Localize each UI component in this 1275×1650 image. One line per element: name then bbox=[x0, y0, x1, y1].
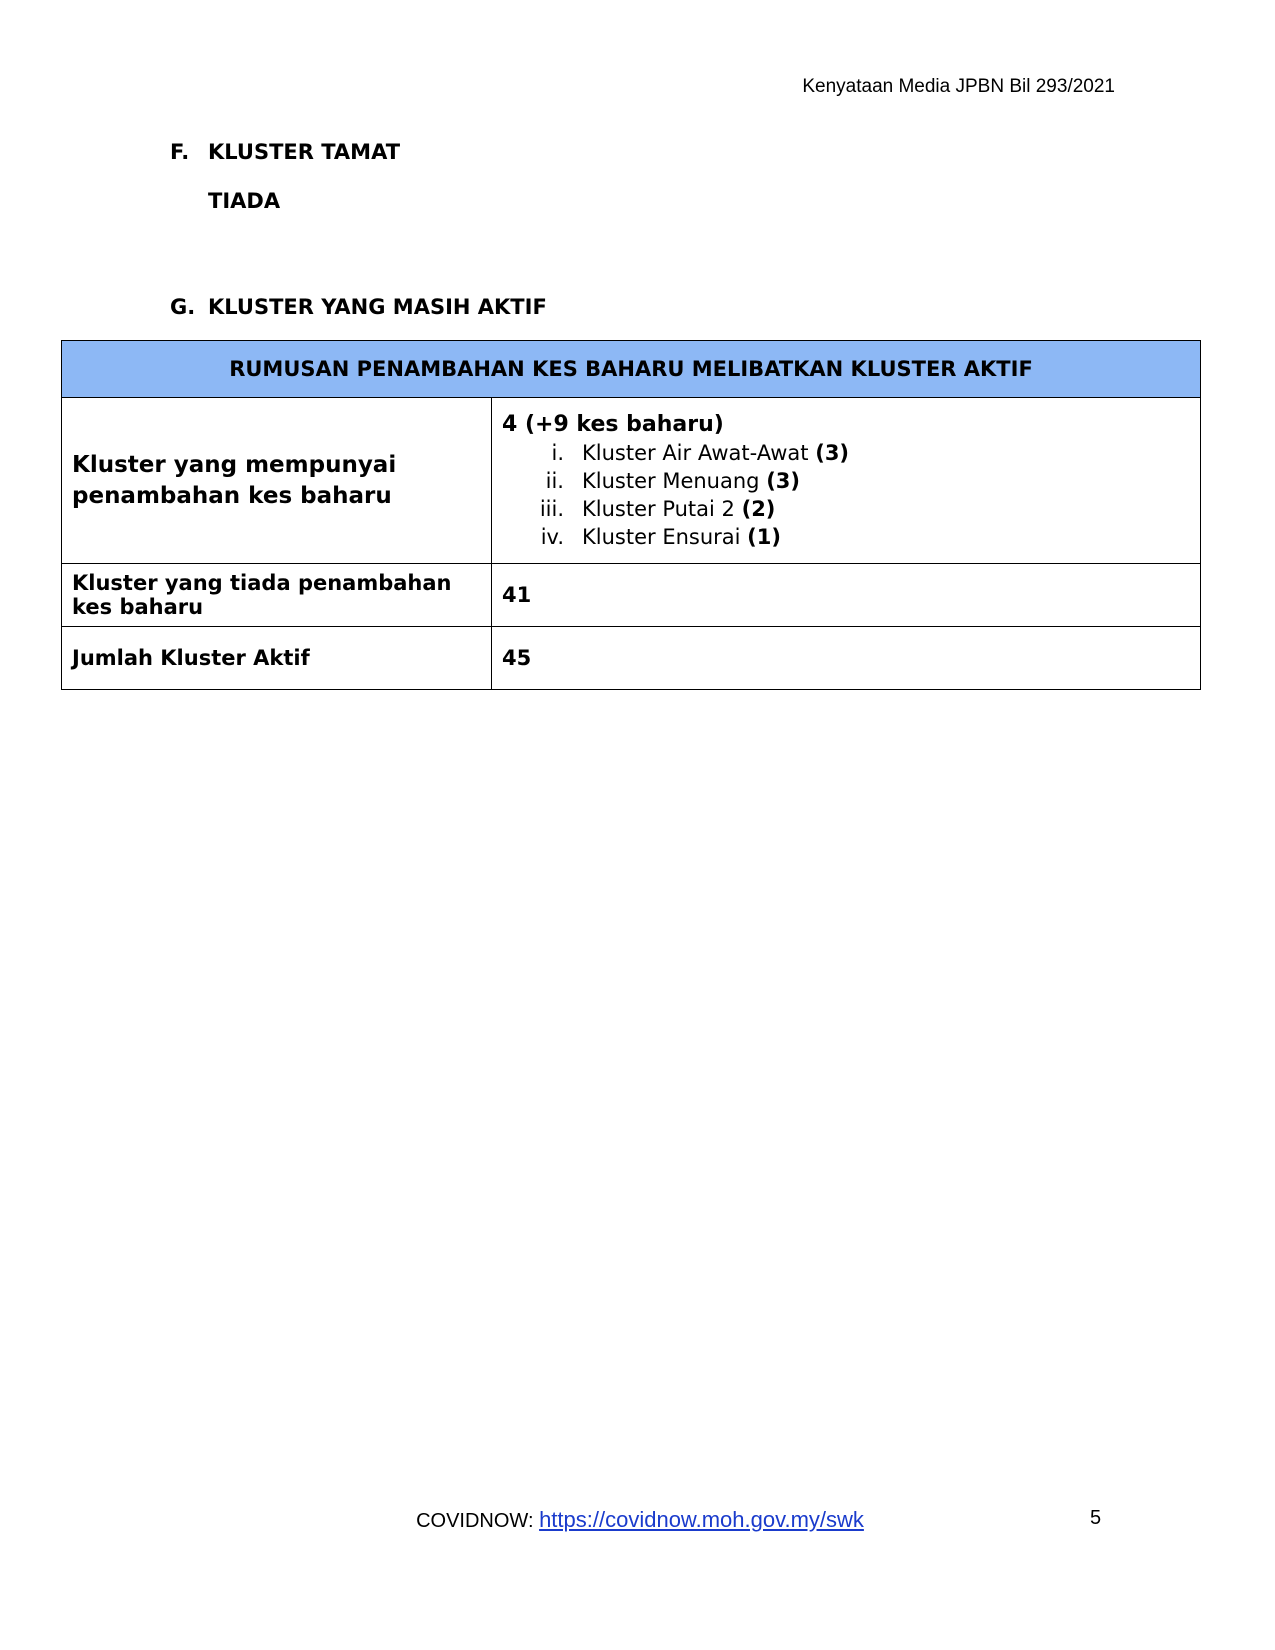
row-value-no-new-cases: 41 bbox=[492, 564, 1201, 627]
list-item-count: (2) bbox=[741, 496, 776, 521]
table-row bbox=[62, 564, 1201, 627]
list-item bbox=[502, 495, 1190, 523]
list-item-count: (3) bbox=[766, 468, 800, 493]
covidnow-link[interactable]: https://covidnow.moh.gov.my/swk bbox=[539, 1507, 864, 1532]
footer-prefix: COVIDNOW: bbox=[416, 1510, 540, 1532]
row-value-new-cases bbox=[492, 398, 1201, 564]
table-row bbox=[62, 627, 1201, 690]
page-number: 5 bbox=[1090, 1507, 1102, 1529]
list-item-number: ii. bbox=[545, 468, 564, 493]
list-item-number: iv. bbox=[540, 524, 564, 549]
new-cases-summary: 4 (+9 kes baharu) bbox=[502, 411, 724, 437]
section-f-heading bbox=[170, 140, 400, 164]
section-f-letter: F. bbox=[170, 140, 190, 164]
section-f-content: TIADA bbox=[208, 189, 281, 213]
list-item-number: iii. bbox=[539, 496, 564, 521]
list-item bbox=[502, 467, 1190, 495]
list-item-name: Kluster Menuang bbox=[582, 468, 760, 493]
row-value-total-active: 45 bbox=[492, 627, 1201, 690]
cluster-list bbox=[502, 439, 1190, 551]
section-f-title: KLUSTER TAMAT bbox=[208, 140, 401, 164]
row-label-no-new-cases: Kluster yang tiada penambahan kes baharu bbox=[62, 564, 492, 627]
row-label-new-cases: Kluster yang mempunyai penambahan kes baharu bbox=[62, 398, 492, 564]
list-item bbox=[502, 439, 1190, 467]
row-label-total-active: Jumlah Kluster Aktif bbox=[62, 627, 492, 690]
section-g-letter: G. bbox=[170, 295, 196, 319]
list-item-name: Kluster Putai 2 bbox=[582, 496, 735, 521]
footer bbox=[300, 1507, 980, 1533]
list-item-number: i. bbox=[551, 440, 564, 465]
table-row bbox=[62, 398, 1201, 564]
document-reference: Kenyataan Media JPBN Bil 293/2021 bbox=[802, 76, 1115, 97]
list-item bbox=[502, 523, 1190, 551]
section-g-title: KLUSTER YANG MASIH AKTIF bbox=[208, 295, 547, 319]
list-item-count: (3) bbox=[815, 440, 850, 465]
list-item-name: Kluster Air Awat-Awat bbox=[582, 440, 809, 465]
list-item-count: (1) bbox=[747, 524, 781, 549]
list-item-name: Kluster Ensurai bbox=[582, 524, 741, 549]
active-cluster-table bbox=[61, 340, 1201, 690]
table-banner: RUMUSAN PENAMBAHAN KES BAHARU MELIBATKAN KLUSTER AKTIF bbox=[62, 341, 1201, 398]
section-g-heading bbox=[170, 295, 547, 319]
